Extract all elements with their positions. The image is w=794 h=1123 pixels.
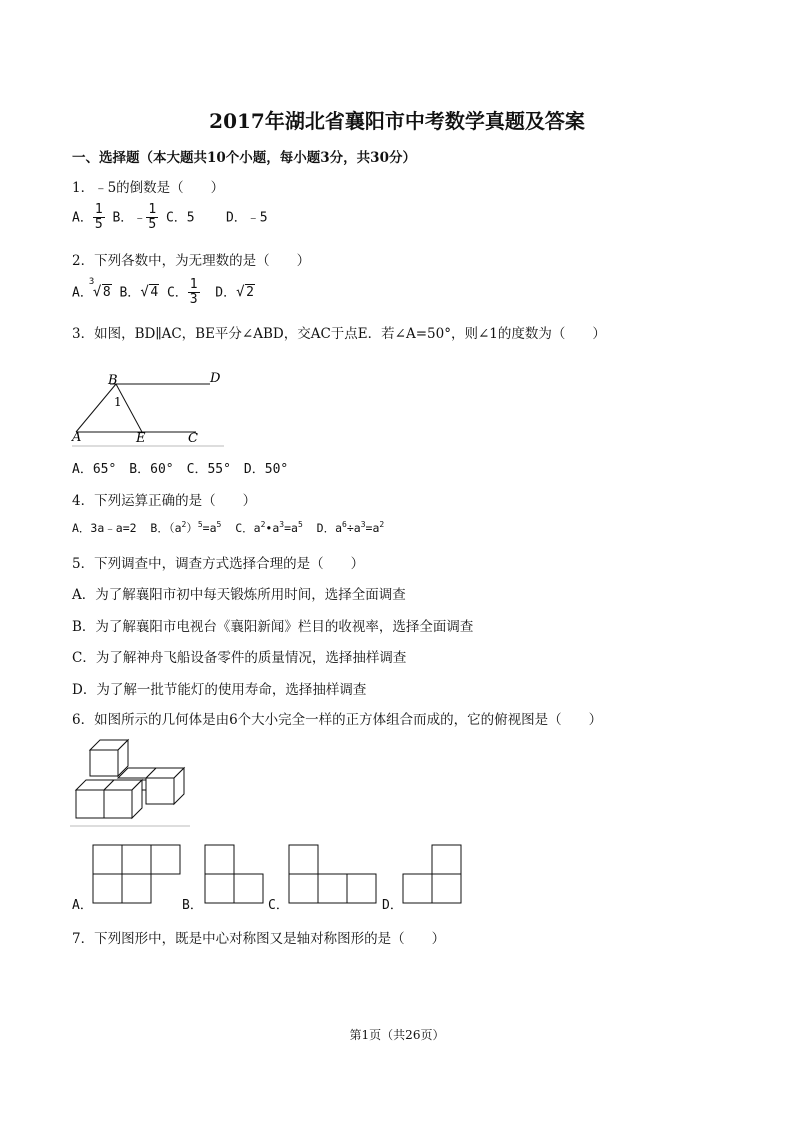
cube-root-a: 3 √ 8 [88,277,111,301]
question-2-stem: 2．下列各数中，为无理数的是（ ） [72,253,311,269]
question-5-stem: 5．下列调查中，调查方式选择合理的是（ ） [72,556,365,572]
option-c-top-view [288,844,380,904]
question-6-label-b: B． [182,898,203,913]
question-3-options: A．65° B．60° C．55° D．50° [72,462,289,477]
label-angle-1: 1 [114,395,122,409]
sqrt-d: √ 2 [236,284,254,301]
fraction-c: $\frac{1}{3}$ [189,277,198,308]
page-footer: 第1页（共26页） [349,1028,445,1042]
option-a-top-view [92,844,184,904]
fraction-a: $\frac{1}{5}$ [94,202,103,233]
question-5-option-b: B．为了解襄阳市电视台《襄阳新闻》栏目的收视率，选择全面调查 [72,619,474,635]
label-e: E [136,431,146,446]
question-4-options: A．3a﹣a=2 B．$(a^2)^5=a^5$ C．$a^2•a^3=a^5$ D．$a^6\div a^3=a^2$ [72,520,385,535]
section-heading: 一、选择题（本大题共10个小题，每小题3分，共30分） [72,150,416,166]
question-1-options: A． $\frac{1}{5}$ B．﹣ $\frac{1}{5}$ C．5 D．﹣5 [72,202,268,233]
page-title: 2017年湖北省襄阳市中考数学真题及答案 [209,109,585,133]
question-6-label-c: C． [268,898,289,913]
fraction-b: $\frac{1}{5}$ [148,202,157,233]
question-6-stem: 6．如图所示的几何体是由6个大小完全一样的正方体组合而成的，它的俯视图是（ ） [72,712,603,728]
question-6-label-a: A． [72,898,93,913]
question-5-option-a: A．为了解襄阳市初中每天锻炼所用时间，选择全面调查 [72,587,406,603]
question-3-figure [70,362,230,448]
question-5-option-d: D．为了解一批节能灯的使用寿命，选择抽样调查 [72,682,367,698]
label-d: D [210,371,221,386]
label-c: C [188,431,198,446]
option-d-top-view [402,844,464,904]
question-2-options: A． 3 √ 8 B． √ 4 C． $\frac{1}{3}$ D． √ 2 [72,277,254,308]
question-6-label-d: D． [382,898,403,913]
option-b-top-view [204,844,266,904]
question-4-stem: 4．下列运算正确的是（ ） [72,493,257,509]
label-a: A [72,430,82,445]
sqrt-b: √ 4 [140,284,159,301]
label-b: B [108,373,118,388]
question-5-option-c: C．为了解神舟飞船设备零件的质量情况，选择抽样调查 [72,650,407,666]
question-6-solid-figure [70,738,194,830]
question-3-stem: 3．如图，BD∥AC，BE平分∠ABD，交AC于点E．若∠A=50°，则∠1的度数为（ ） [72,326,606,342]
question-7-stem: 7．下列图形中，既是中心对称图又是轴对称图形的是（ ） [72,931,446,947]
question-1-stem: 1．﹣5的倒数是（ ） [72,180,225,196]
